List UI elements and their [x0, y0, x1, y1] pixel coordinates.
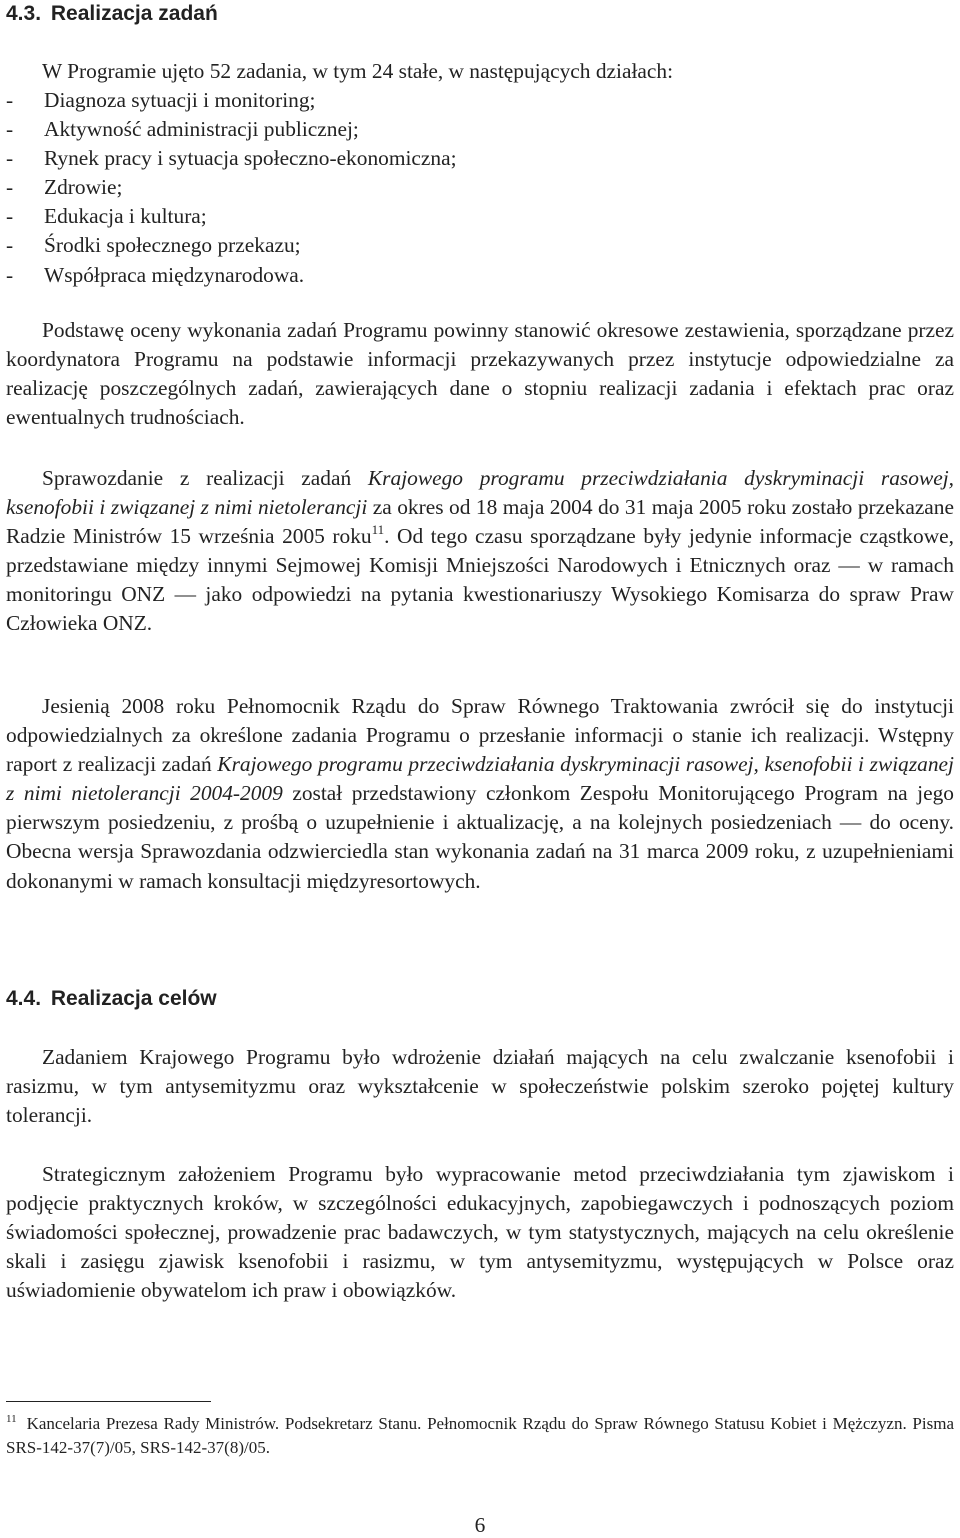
section-heading-4-4 [6, 985, 217, 1013]
section-number: 4.4. [6, 987, 42, 1010]
paragraph-report-2005 [6, 464, 954, 639]
list-item [6, 144, 457, 173]
section-number: 4.3. [6, 2, 42, 25]
paragraph-program-task [6, 1043, 954, 1130]
list-dash: - [6, 233, 14, 258]
list-item-text: Zdrowie; [44, 175, 123, 200]
list-dash: - [6, 88, 14, 112]
list-item-text: Współpraca międzynarodowa. [44, 262, 305, 287]
program-title-italic: Krajowego programu przeciwdziałania dyskryminacji rasowej, ksenofobii i związanej z nimi nietolerancji [6, 466, 955, 520]
list-item [6, 231, 457, 260]
list-item-text: Środki społecznego przekazu; [44, 233, 301, 258]
paragraph-report-2008 [6, 692, 954, 896]
list-dash: - [6, 146, 14, 171]
paragraph-assessment-basis [6, 316, 954, 432]
list-item [6, 173, 457, 202]
footnote-reference[interactable]: 11 [371, 522, 385, 538]
paragraph-text: Zadaniem Krajowego Programu było wdrożenie działań mających na celu zwalczanie ksenofobii i rasizmu, w tym antysemityzmu oraz wykształcenie w społeczeństwie polskim szeroko pojętej kultury tolerancji. [6, 1045, 954, 1128]
paragraph-text: Podstawę oceny wykonania zadań Programu powinny stanowić okresowe zestawienia, sporządzane przez koordynatora Programu na podstawie informacji przekazywanych przez instytucje odpowiedzialne za realizację poszczególnych zadań, zawierających dane o stopniu realizacji zadania i efektach prac oraz ewentualnych trudnościach. [6, 318, 954, 430]
list-item-text: Diagnoza sytuacji i monitoring; [44, 88, 316, 112]
list-item-text: Rynek pracy i sytuacja społeczno-ekonomiczna; [44, 146, 457, 171]
intro-sentence: W Programie ujęto 52 zadania, w tym 24 stałe, w następujących działach: [42, 59, 674, 83]
list-dash: - [6, 175, 14, 200]
section-heading-4-3 [6, 0, 218, 28]
list-dash: - [6, 204, 14, 229]
list-item [6, 261, 457, 290]
footnote [6, 1412, 954, 1460]
section-title: Realizacja celów [50, 987, 217, 1010]
paragraph-text: . Od tego czasu sporządzane były jedynie informacje cząstkowe, przedstawiane między innymi Sejmowej Komisji Mniejszości Narodowych i Etnicznych oraz — w ramach monitoringu ONZ — jako odpowiedzi na pytania kwestionariuszy Wysokiego Komisarza do spraw Praw Człowieka ONZ. [6, 524, 954, 636]
list-item-text: Aktywność administracji publicznej; [44, 117, 359, 142]
paragraph-text: Jesienią 2008 roku Pełnomocnik Rządu do Spraw Równego Traktowania zwrócił się do instytucji odpowiedzialnych za określone zadania Programu o przesłanie informacji o stanie ich realizacji. Wstępny raport z realizacji zadań [6, 694, 954, 777]
program-title-italic: Krajowego programu przeciwdziałania dyskryminacji rasowej, ksenofobii i związanej z nimi nietolerancji 2004-2009 [6, 752, 954, 806]
list-item [6, 86, 457, 115]
list-item [6, 115, 457, 144]
paragraph-text: został przedstawiony członkom Zespołu Monitorującego Program na jego pierwszym posiedzeniu, z prośbą o uzupełnienie i aktualizację, a na kolejnych posiedzeniach — do oceny. Obecna wersja Sprawozdania odzwierciedla stan wykonania zadań na 31 marca 2009 roku, z uzupełnieniami dokonanymi w ramach konsultacji międzyresortowych. [6, 781, 954, 893]
list-item [6, 202, 457, 231]
paragraph-text: Sprawozdanie z realizacji zadań [42, 466, 368, 490]
page-number: 6 [474, 1513, 486, 1537]
footnote-number: 11 [6, 1413, 17, 1425]
list-dash: - [6, 117, 14, 142]
list-item-text: Edukacja i kultura; [44, 204, 207, 229]
actions-list [6, 86, 457, 290]
paragraph-text: za okres od 18 maja 2004 do 31 maja 2005 roku zostało przekazane Radzie Ministrów 15 września 2005 roku [6, 495, 954, 549]
footnote-text: Kancelaria Prezesa Rady Ministrów. Podsekretarz Stanu. Pełnomocnik Rządu do Spraw Równego Statusu Kobiet i Mężczyzn. Pisma SRS-142-37(7)/05, SRS-142-37(8)/05. [6, 1414, 954, 1457]
section-title: Realizacja zadań [50, 2, 218, 25]
paragraph-text: Strategicznym założeniem Programu było wypracowanie metod przeciwdziałania tym zjawiskom i podjęcie praktycznych kroków, w szczególności edukacyjnych, zapobiegawczych i podnoszących poziom świadomości społecznej, prowadzenie prac badawczych, w tym statystycznych, mających na celu określenie skali i zasięgu zjawisk ksenofobii i rasizmu, w tym antysemityzmu, występujących w Polsce oraz uświadomienie obywatelom ich praw i obowiązków. [6, 1162, 954, 1303]
footnote-separator [6, 1401, 211, 1402]
paragraph-strategic-assumption [6, 1160, 954, 1305]
list-dash: - [6, 262, 14, 287]
